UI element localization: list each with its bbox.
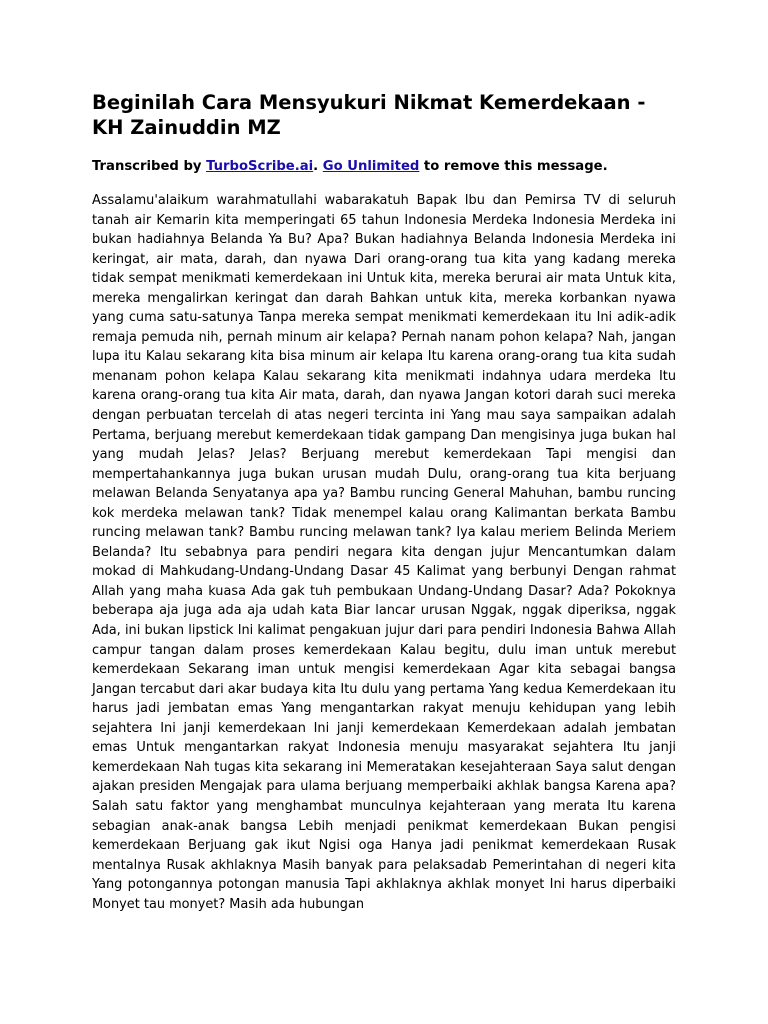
transcript-body: Assalamu'alaikum warahmatullahi wabarakatuh Bapak Ibu dan Pemirsa TV di seluruh tanah air Kemarin kita memperingati 65 tahun Indonesia Merdeka Indonesia Merdeka ini bukan hadiahnya Belanda Ya Bu? Apa? Bukan hadiahnya Belanda Indonesia Merdeka ini keringat, air mata, darah, dan nyawa Dari orang-orang tua kita yang kadang mereka tidak sempat menikmati kemerdekaan ini Untuk kita, mereka berurai air mata Untuk kita, mereka mengalirkan keringat dan darah Bahkan untuk kita, mereka korbankan nyawa yang cuma satu-satunya Tanpa mereka sempat menikmati kemerdekaan itu Ini adik-adik remaja pemuda nih, pernah minum air kelapa? Pernah nanam pohon kelapa? Nah, jangan lupa itu Kalau sekarang kita bisa minum air kelapa Itu karena orang-orang tua kita sudah menanam pohon kelapa Kalau sekarang kita menikmati indahnya udara merdeka Itu karena orang-orang tua kita Air mata, darah, dan nyawa Jangan kotori darah suci mereka dengan perbuatan tercelah di atas negeri tercinta ini Yang mau saya sampaikan adalah Pertama, berjuang merebut kemerdekaan tidak gampang Dan mengisinya juga bukan hal yang mudah Jelas? Jelas? Berjuang merebut kemerdekaan Tapi mengisi dan mempertahankannya juga bukan urusan mudah Dulu, orang-orang tua kita berjuang melawan Belanda Senyatanya apa ya? Bambu runcing General Mahuhan, bambu runcing kok merdeka melawan tank? Tidak menempel kalau orang Kalimantan berkata Bambu runcing melawan tank? Bambu runcing melawan tank? Iya kalau meriem Belinda Meriem Belanda? Itu sebabnya para pendiri negara kita dengan jujur Mencantumkan dalam mokad di Mahkudang-Undang-Undang Dasar 45 Kalimat yang berbunyi Dengan rahmat Allah yang maha kuasa Ada gak tuh pembukaan Undang-Undang Dasar? Ada? Pokoknya beberapa aja juga ada aja udah kata Biar lancar urusan Nggak, nggak diperiksa, nggak Ada, ini bukan lipstick Ini kalimat pengakuan jujur dari para pendiri Indonesia Bahwa Allah campur tangan dalam proses kemerdekaan Kalau begitu, dulu iman untuk merebut kemerdekaan Sekarang iman untuk mengisi kemerdekaan Agar kita sebagai bangsa Jangan tercabut dari akar budaya kita Itu dulu yang pertama Yang kedua Kemerdekaan itu harus jadi jembatan emas Yang mengantarkan rakyat menuju kehidupan yang lebih sejahtera Ini janji kemerdekaan Ini janji kemerdekaan Kemerdekaan adalah jembatan emas Untuk mengantarkan rakyat Indonesia menuju masyarakat sejahtera Itu janji kemerdekaan Nah tugas kita sekarang ini Memeratakan kesejahteraan Saya salut dengan ajakan presiden Mengajak para ulama berjuang memperbaiki akhlak bangsa Karena apa? Salah satu faktor yang menghambat munculnya kejahteraan yang merata Itu karena sebagian anak-anak bangsa Lebih menjadi penikmat kemerdekaan Bukan pengisi kemerdekaan Berjuang gak ikut Ngisi oga Hanya jadi penikmat kemerdekaan Rusak mentalnya Rusak akhlaknya Masih banyak para pelaksadab Pemerintahan di negeri kita Yang potongannya potongan manusia Tapi akhlaknya akhlak monyet Ini harus diperbaiki Monyet tau monyet? Masih ada hubungan — [92, 193, 676, 912]
turboscribe-link[interactable]: TurboScribe.ai — [206, 159, 314, 174]
notice-separator: . — [313, 159, 323, 174]
notice-prefix: Transcribed by — [92, 159, 207, 174]
go-unlimited-link[interactable]: Go Unlimited — [322, 159, 420, 174]
notice-suffix: to remove this message. — [419, 159, 608, 174]
transcription-notice — [92, 158, 676, 176]
document-title: Beginilah Cara Mensyukuri Nikmat Kemerdekaan - KH Zainuddin MZ — [92, 91, 646, 139]
